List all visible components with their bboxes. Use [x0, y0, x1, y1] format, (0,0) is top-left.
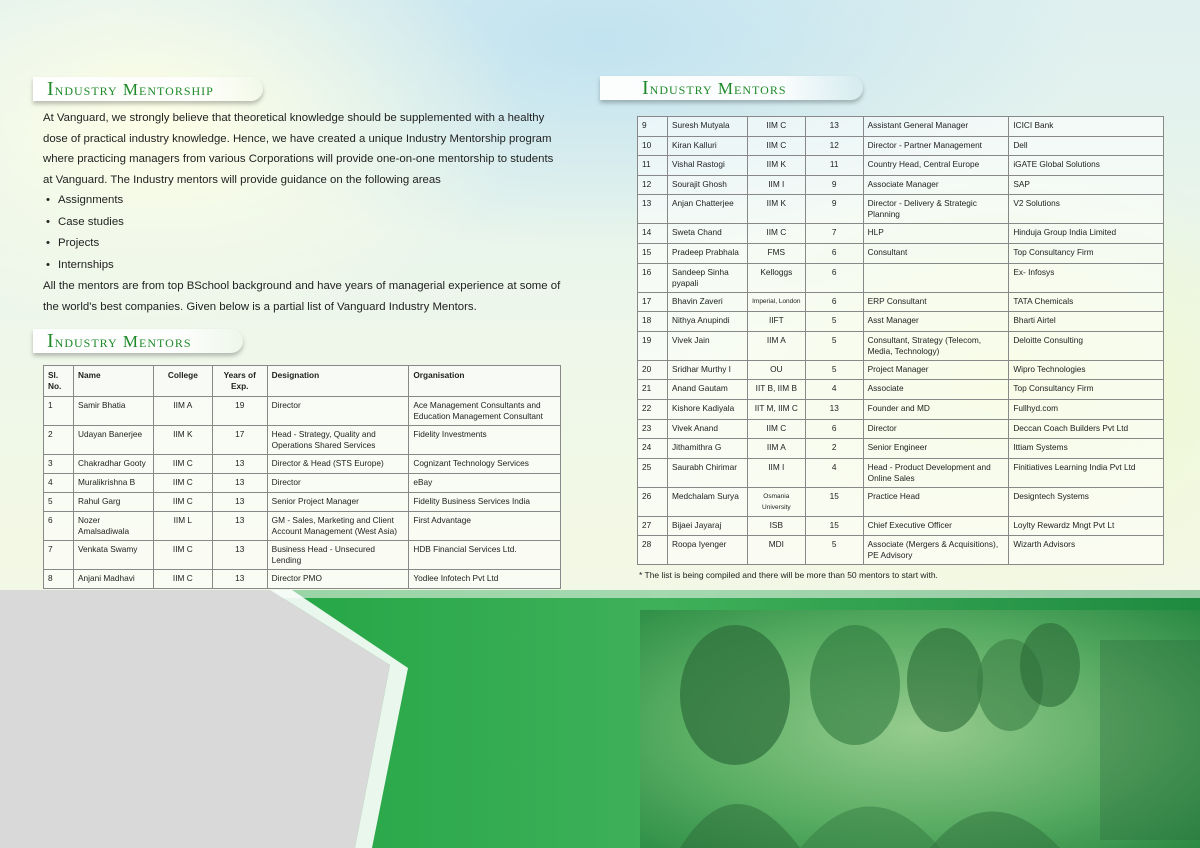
cell-organisation: Fidelity Business Services India	[409, 493, 561, 512]
cell-organisation: Cognizant Technology Services	[409, 455, 561, 474]
cell-sl-no: 11	[638, 156, 668, 176]
cell-name: Anjan Chatterjee	[667, 195, 747, 224]
header-college: College	[153, 366, 212, 397]
cell-name: Roopa Iyenger	[667, 536, 747, 565]
cell-organisation: First Advantage	[409, 512, 561, 541]
cell-designation: Consultant	[863, 243, 1009, 263]
header-designation: Designation	[267, 366, 409, 397]
table-row	[638, 312, 1164, 332]
cell-sl-no: 25	[638, 458, 668, 487]
cell-organisation: Loylty Rewardz Mngt Pvt Lt	[1009, 516, 1164, 536]
cell-years: 6	[805, 263, 863, 292]
cell-college: IIM C	[747, 224, 805, 244]
cell-name: Nithya Anupindi	[667, 312, 747, 332]
cell-college: IIM I	[747, 458, 805, 487]
cell-name: Muralikrishna B	[73, 474, 153, 493]
cell-sl-no: 3	[44, 455, 74, 474]
cell-college: IIM A	[747, 439, 805, 459]
table-row	[44, 570, 561, 589]
cell-college: IIM C	[747, 136, 805, 156]
cell-designation: Consultant, Strategy (Telecom, Media, Technology)	[863, 331, 1009, 360]
cell-college: IIM C	[153, 493, 212, 512]
cell-years: 12	[805, 136, 863, 156]
cell-designation: Associate	[863, 380, 1009, 400]
table-row	[44, 426, 561, 455]
cell-organisation: eBay	[409, 474, 561, 493]
cell-organisation: Deccan Coach Builders Pvt Ltd	[1009, 419, 1164, 439]
cell-years: 17	[212, 426, 267, 455]
cell-sl-no: 10	[638, 136, 668, 156]
cell-name: Vishal Rastogi	[667, 156, 747, 176]
cell-college: IIM C	[153, 474, 212, 493]
cell-sl-no: 19	[638, 331, 668, 360]
list-item: • Internships	[43, 255, 563, 277]
cell-years: 7	[805, 224, 863, 244]
cell-designation: Chief Executive Officer	[863, 516, 1009, 536]
cell-name: Nozer Amalsadiwala	[73, 512, 153, 541]
cell-organisation: V2 Solutions	[1009, 195, 1164, 224]
cell-designation: Project Manager	[863, 360, 1009, 380]
table-row	[638, 224, 1164, 244]
cell-name: Anjani Madhavi	[73, 570, 153, 589]
cell-years: 6	[805, 292, 863, 312]
footnote: * The list is being compiled and there will be more than 50 mentors to start with.	[639, 570, 938, 580]
cell-organisation: Ace Management Consultants and Education Management Consultant	[409, 397, 561, 426]
cell-organisation: Wizarth Advisors	[1009, 536, 1164, 565]
cell-years: 9	[805, 195, 863, 224]
table-row	[638, 156, 1164, 176]
table-row	[638, 399, 1164, 419]
cell-college: IIM C	[153, 570, 212, 589]
cell-years: 11	[805, 156, 863, 176]
cell-organisation: Top Consultancy Firm	[1009, 243, 1164, 263]
cell-name: Venkata Swamy	[73, 541, 153, 570]
cell-organisation: Fidelity Investments	[409, 426, 561, 455]
cell-college: ISB	[747, 516, 805, 536]
cell-years: 13	[212, 570, 267, 589]
cell-college: MDI	[747, 536, 805, 565]
cell-organisation: Dell	[1009, 136, 1164, 156]
cell-name: Suresh Mutyala	[667, 117, 747, 137]
cell-sl-no: 9	[638, 117, 668, 137]
cell-college: IIM K	[153, 426, 212, 455]
cell-college: IIM K	[747, 156, 805, 176]
mentorship-heading-text: Industry Mentorship	[47, 77, 214, 100]
table-row	[44, 541, 561, 570]
cell-designation: Country Head, Central Europe	[863, 156, 1009, 176]
cell-organisation: TATA Chemicals	[1009, 292, 1164, 312]
table-row	[638, 263, 1164, 292]
cell-designation: Founder and MD	[863, 399, 1009, 419]
cell-designation: Director	[267, 474, 409, 493]
cell-years: 5	[805, 312, 863, 332]
cell-designation: Associate (Mergers & Acquisitions), PE Advisory	[863, 536, 1009, 565]
mentors-heading-left	[33, 329, 243, 353]
cell-college: IIM C	[747, 419, 805, 439]
cell-name: Pradeep Prabhala	[667, 243, 747, 263]
cell-name: Sandeep Sinha pyapali	[667, 263, 747, 292]
cell-organisation: ICICI Bank	[1009, 117, 1164, 137]
cell-years: 13	[805, 117, 863, 137]
cell-designation: GM - Sales, Marketing and Client Account Management (West Asia)	[267, 512, 409, 541]
cell-name: Sweta Chand	[667, 224, 747, 244]
cell-designation: Director & Head (STS Europe)	[267, 455, 409, 474]
cell-years: 6	[805, 419, 863, 439]
cell-organisation: Designtech Systems	[1009, 487, 1164, 516]
table-row	[638, 439, 1164, 459]
cell-years: 13	[212, 474, 267, 493]
cell-sl-no: 18	[638, 312, 668, 332]
cell-sl-no: 26	[638, 487, 668, 516]
cell-sl-no: 2	[44, 426, 74, 455]
cell-name: Kishore Kadiyala	[667, 399, 747, 419]
cell-years: 5	[805, 536, 863, 565]
list-item: • Assignments	[43, 190, 563, 212]
cell-name: Kiran Kalluri	[667, 136, 747, 156]
cell-designation: Senior Engineer	[863, 439, 1009, 459]
table-row	[638, 380, 1164, 400]
header-name: Name	[73, 366, 153, 397]
cell-organisation: Deloitte Consulting	[1009, 331, 1164, 360]
cell-years: 13	[212, 512, 267, 541]
cell-designation: Director PMO	[267, 570, 409, 589]
table-row	[44, 474, 561, 493]
cell-college: IIM L	[153, 512, 212, 541]
cell-name: Medchalam Surya	[667, 487, 747, 516]
mentors-table-right	[637, 116, 1164, 565]
cell-designation: Head - Strategy, Quality and Operations Shared Services	[267, 426, 409, 455]
cell-designation: Director	[863, 419, 1009, 439]
cell-designation: Associate Manager	[863, 175, 1009, 195]
cell-college: IIM A	[153, 397, 212, 426]
cell-years: 13	[212, 455, 267, 474]
cell-sl-no: 17	[638, 292, 668, 312]
table-row	[44, 493, 561, 512]
cell-designation	[863, 263, 1009, 292]
cell-name: Saurabh Chirimar	[667, 458, 747, 487]
mentors-heading-right	[600, 76, 863, 100]
mentors-table-left	[43, 365, 561, 589]
mentors-heading-left-text: Industry Mentors	[47, 329, 192, 352]
cell-sl-no: 13	[638, 195, 668, 224]
cell-organisation: Top Consultancy Firm	[1009, 380, 1164, 400]
cell-organisation: Yodlee Infotech Pvt Ltd	[409, 570, 561, 589]
table-row	[638, 360, 1164, 380]
cell-organisation: Wipro Technologies	[1009, 360, 1164, 380]
cell-sl-no: 20	[638, 360, 668, 380]
cell-years: 4	[805, 380, 863, 400]
cell-organisation: Hinduja Group India Limited	[1009, 224, 1164, 244]
table-row	[638, 292, 1164, 312]
bottom-banner	[0, 590, 1200, 848]
cell-organisation: Fullhyd.com	[1009, 399, 1164, 419]
intro-block	[43, 108, 563, 317]
cell-sl-no: 6	[44, 512, 74, 541]
cell-years: 9	[805, 175, 863, 195]
cell-college: IIT M, IIM C	[747, 399, 805, 419]
cell-designation: Business Head - Unsecured Lending	[267, 541, 409, 570]
cell-organisation: Finitiatives Learning India Pvt Ltd	[1009, 458, 1164, 487]
cell-name: Udayan Banerjee	[73, 426, 153, 455]
cell-college: IIM C	[153, 455, 212, 474]
table-row	[44, 397, 561, 426]
cell-sl-no: 27	[638, 516, 668, 536]
table-row	[44, 455, 561, 474]
cell-years: 19	[212, 397, 267, 426]
cell-designation: Senior Project Manager	[267, 493, 409, 512]
cell-college: IIM K	[747, 195, 805, 224]
cell-sl-no: 15	[638, 243, 668, 263]
cell-sl-no: 5	[44, 493, 74, 512]
cell-organisation: iGATE Global Solutions	[1009, 156, 1164, 176]
cell-name: Sridhar Murthy I	[667, 360, 747, 380]
cell-years: 13	[212, 541, 267, 570]
cell-name: Chakradhar Gooty	[73, 455, 153, 474]
mentors-heading-right-text: Industry Mentors	[642, 76, 787, 99]
cell-sl-no: 12	[638, 175, 668, 195]
table-row	[638, 536, 1164, 565]
cell-college: IIM C	[747, 117, 805, 137]
list-item: • Case studies	[43, 212, 563, 234]
table-row	[638, 331, 1164, 360]
cell-designation: HLP	[863, 224, 1009, 244]
cell-designation: Head - Product Development and Online Sales	[863, 458, 1009, 487]
cell-organisation: SAP	[1009, 175, 1164, 195]
table-row	[638, 243, 1164, 263]
cell-organisation: Ex- Infosys	[1009, 263, 1164, 292]
cell-years: 15	[805, 487, 863, 516]
cell-designation: Director - Delivery & Strategic Planning	[863, 195, 1009, 224]
cell-years: 6	[805, 243, 863, 263]
guidance-list	[43, 190, 563, 276]
cell-designation: Director	[267, 397, 409, 426]
header-years: Years of Exp.	[212, 366, 267, 397]
list-item: • Projects	[43, 233, 563, 255]
mentorship-heading	[33, 77, 263, 101]
cell-college: Imperial, London	[747, 292, 805, 312]
cell-college: IIFT	[747, 312, 805, 332]
cell-designation: Director - Partner Management	[863, 136, 1009, 156]
cell-sl-no: 1	[44, 397, 74, 426]
cell-years: 13	[805, 399, 863, 419]
cell-years: 5	[805, 360, 863, 380]
cell-designation: Asst Manager	[863, 312, 1009, 332]
table-row	[638, 136, 1164, 156]
table-row	[638, 195, 1164, 224]
cell-organisation: HDB Financial Services Ltd.	[409, 541, 561, 570]
cell-sl-no: 16	[638, 263, 668, 292]
cell-sl-no: 14	[638, 224, 668, 244]
cell-sl-no: 28	[638, 536, 668, 565]
header-sl-no: Sl. No.	[44, 366, 74, 397]
cell-sl-no: 21	[638, 380, 668, 400]
cell-sl-no: 8	[44, 570, 74, 589]
cell-college: IIT B, IIM B	[747, 380, 805, 400]
table-row	[638, 516, 1164, 536]
intro-paragraph: At Vanguard, we strongly believe that theoretical knowledge should be supplemented with a healthy dose of practical industry knowledge. Hence, we have created a unique Industry Mentorship program where practicing managers from various Corporations will provide one-on-one mentorship to students at Vanguard. The Industry mentors will provide guidance on the following areas	[43, 112, 554, 186]
table-header-row	[44, 366, 561, 397]
table-row	[638, 458, 1164, 487]
table-row	[638, 487, 1164, 516]
closing-paragraph: All the mentors are from top BSchool background and have years of managerial experience at some of the world's best companies. Given below is a partial list of Vanguard Industry Mentors.	[43, 280, 561, 313]
cell-years: 15	[805, 516, 863, 536]
students-photo	[640, 610, 1200, 848]
cell-college: OU	[747, 360, 805, 380]
cell-name: Bhavin Zaveri	[667, 292, 747, 312]
cell-name: Rahul Garg	[73, 493, 153, 512]
header-organisation: Organisation	[409, 366, 561, 397]
cell-college: IIM C	[153, 541, 212, 570]
cell-name: Sourajit Ghosh	[667, 175, 747, 195]
cell-name: Bijaei Jayaraj	[667, 516, 747, 536]
cell-college: Osmania University	[747, 487, 805, 516]
cell-sl-no: 23	[638, 419, 668, 439]
cell-years: 2	[805, 439, 863, 459]
cell-college: IIM A	[747, 331, 805, 360]
cell-designation: Practice Head	[863, 487, 1009, 516]
cell-sl-no: 4	[44, 474, 74, 493]
cell-college: Kelloggs	[747, 263, 805, 292]
cell-college: FMS	[747, 243, 805, 263]
cell-name: Vivek Jain	[667, 331, 747, 360]
table-row	[638, 175, 1164, 195]
cell-years: 13	[212, 493, 267, 512]
cell-name: Jithamithra G	[667, 439, 747, 459]
table-row	[638, 117, 1164, 137]
cell-name: Vivek Anand	[667, 419, 747, 439]
cell-sl-no: 24	[638, 439, 668, 459]
cell-years: 5	[805, 331, 863, 360]
cell-college: IIM I	[747, 175, 805, 195]
cell-organisation: Ittiam Systems	[1009, 439, 1164, 459]
cell-sl-no: 22	[638, 399, 668, 419]
table-row	[638, 419, 1164, 439]
cell-name: Anand Gautam	[667, 380, 747, 400]
table-row	[44, 512, 561, 541]
cell-designation: Assistant General Manager	[863, 117, 1009, 137]
cell-sl-no: 7	[44, 541, 74, 570]
cell-years: 4	[805, 458, 863, 487]
cell-organisation: Bharti Airtel	[1009, 312, 1164, 332]
cell-name: Samir Bhatia	[73, 397, 153, 426]
cell-designation: ERP Consultant	[863, 292, 1009, 312]
